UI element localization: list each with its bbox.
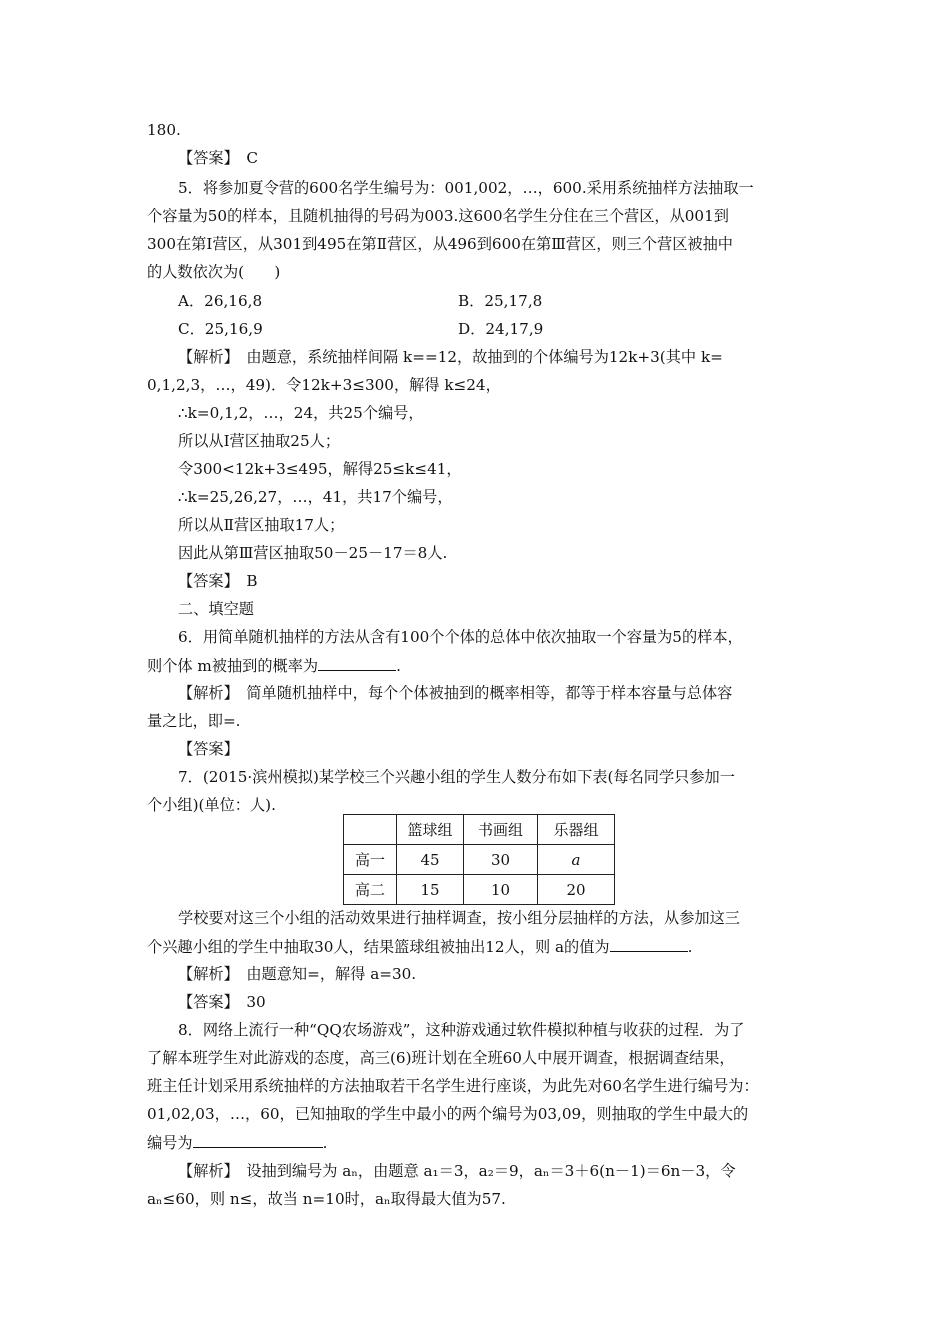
table-header-row <box>344 815 615 845</box>
table-row <box>344 875 615 905</box>
answer-blank <box>193 1132 323 1148</box>
answer-label: 【答案】 C <box>178 149 258 167</box>
table-cell: 15 <box>397 875 464 905</box>
text-line <box>147 936 692 957</box>
table-cell: 45 <box>397 845 464 875</box>
text-line: 0,1,2,3，…，49)．令12k+3≤300，解得 k≤24， <box>147 376 501 394</box>
text-line: 300在第Ⅰ营区，从301到495在第Ⅱ营区，从496到600在第Ⅲ营区，则三个营区被抽中 <box>147 235 733 253</box>
text-line: 令300<12k+3≤495，解得25≤k≤41， <box>178 460 462 478</box>
text-line: 所以从Ⅱ营区抽取17人； <box>178 516 345 534</box>
question-5: 5．将参加夏令营的600名学生编号为：001,002，…，600.采用系统抽样方法抽取一 <box>178 179 754 197</box>
text-line: ∴k=25,26,27，…，41，共17个编号， <box>178 488 453 506</box>
question-text: 则个体 m被抽到的概率为 <box>147 657 319 675</box>
option-c: C．25,16,9 <box>178 320 263 338</box>
text-line: 所以从Ⅰ营区抽取25人； <box>178 432 341 450</box>
question-text: 编号为 <box>147 1134 193 1152</box>
table-cell <box>344 815 397 845</box>
table-cell: 20 <box>538 875 615 905</box>
text-line: 个容量为50的样本，且随机抽得的号码为003.这600名学生分住在三个营区，从001到 <box>147 207 729 225</box>
answer-label: 【答案】 B <box>178 572 258 590</box>
table-cell: a <box>538 845 615 875</box>
table-row <box>344 845 615 875</box>
table-header-cell: 乐器组 <box>538 815 615 845</box>
text-line: 的人数依次为( ) <box>147 263 281 281</box>
table-cell: 30 <box>464 845 538 875</box>
table-cell: 10 <box>464 875 538 905</box>
analysis-label: 【解析】 设抽到编号为 aₙ，由题意 a₁＝3，a₂＝9，aₙ＝3＋6(n－1)＝6n－3，令 <box>178 1162 736 1180</box>
period: . <box>396 657 401 675</box>
answer-blank <box>610 936 688 952</box>
question-8: 8．网络上流行一种“QQ农场游戏”，这种游戏通过软件模拟种植与收获的过程．为了 <box>178 1021 745 1039</box>
text-line: 学校要对这三个小组的活动效果进行抽样调查，按小组分层抽样的方法，从参加这三 <box>178 909 740 927</box>
text-line <box>147 655 401 676</box>
question-7: 7．(2015·滨州模拟)某学校三个兴趣小组的学生人数分布如下表(每名同学只参加一 <box>178 768 735 786</box>
option-b: B．25,17,8 <box>458 292 543 310</box>
table-header-cell: 书画组 <box>464 815 538 845</box>
text-line: ∴k=0,1,2，…，24，共25个编号， <box>178 404 424 422</box>
question-text: 个兴趣小组的学生中抽取30人，结果篮球组被抽出12人，则 a的值为 <box>147 938 610 956</box>
table-header-cell: 篮球组 <box>397 815 464 845</box>
analysis-label: 【解析】 由题意，系统抽样间隔 k==12，故抽到的个体编号为12k+3(其中 k= <box>178 348 723 366</box>
answer-label: 【答案】 30 <box>178 993 266 1011</box>
option-d: D．24,17,9 <box>458 320 544 338</box>
text-line: 量之比，即=. <box>147 712 241 730</box>
text-line: 班主任计划采用系统抽样的方法抽取若干名学生进行座谈，为此先对60名学生进行编号为： <box>147 1077 759 1095</box>
period: . <box>322 1134 328 1152</box>
text-line: 180. <box>147 121 181 139</box>
text-line: 了解本班学生对此游戏的态度，高三(6)班计划在全班60人中展开调查，根据调查结果， <box>147 1049 735 1067</box>
text-line: aₙ≤60，则 n≤，故当 n=10时，aₙ取得最大值为57. <box>147 1190 506 1208</box>
question-6: 6．用简单随机抽样的方法从含有100个个体的总体中依次抽取一个容量为5的样本， <box>178 628 743 646</box>
analysis-label: 【解析】 由题意知=，解得 a=30. <box>178 965 417 983</box>
answer-blank <box>318 655 396 671</box>
interest-group-table <box>343 814 615 905</box>
text-line: 因此从第Ⅲ营区抽取50－25－17＝8人. <box>178 544 448 562</box>
option-a: A．26,16,8 <box>178 292 263 310</box>
period: . <box>687 938 693 956</box>
table-cell: 高一 <box>344 845 397 875</box>
text-line: 01,02,03，…，60，已知抽取的学生中最小的两个编号为03,09，则抽取的学生中最大的 <box>147 1105 749 1123</box>
text-line <box>147 1132 327 1153</box>
answer-label: 【答案】 <box>178 740 239 758</box>
text-line: 个小组)(单位：人). <box>147 796 276 814</box>
analysis-label: 【解析】 简单随机抽样中，每个个体被抽到的概率相等，都等于样本容量与总体容 <box>178 684 733 702</box>
section-heading: 二、填空题 <box>178 600 254 618</box>
table-cell: 高二 <box>344 875 397 905</box>
